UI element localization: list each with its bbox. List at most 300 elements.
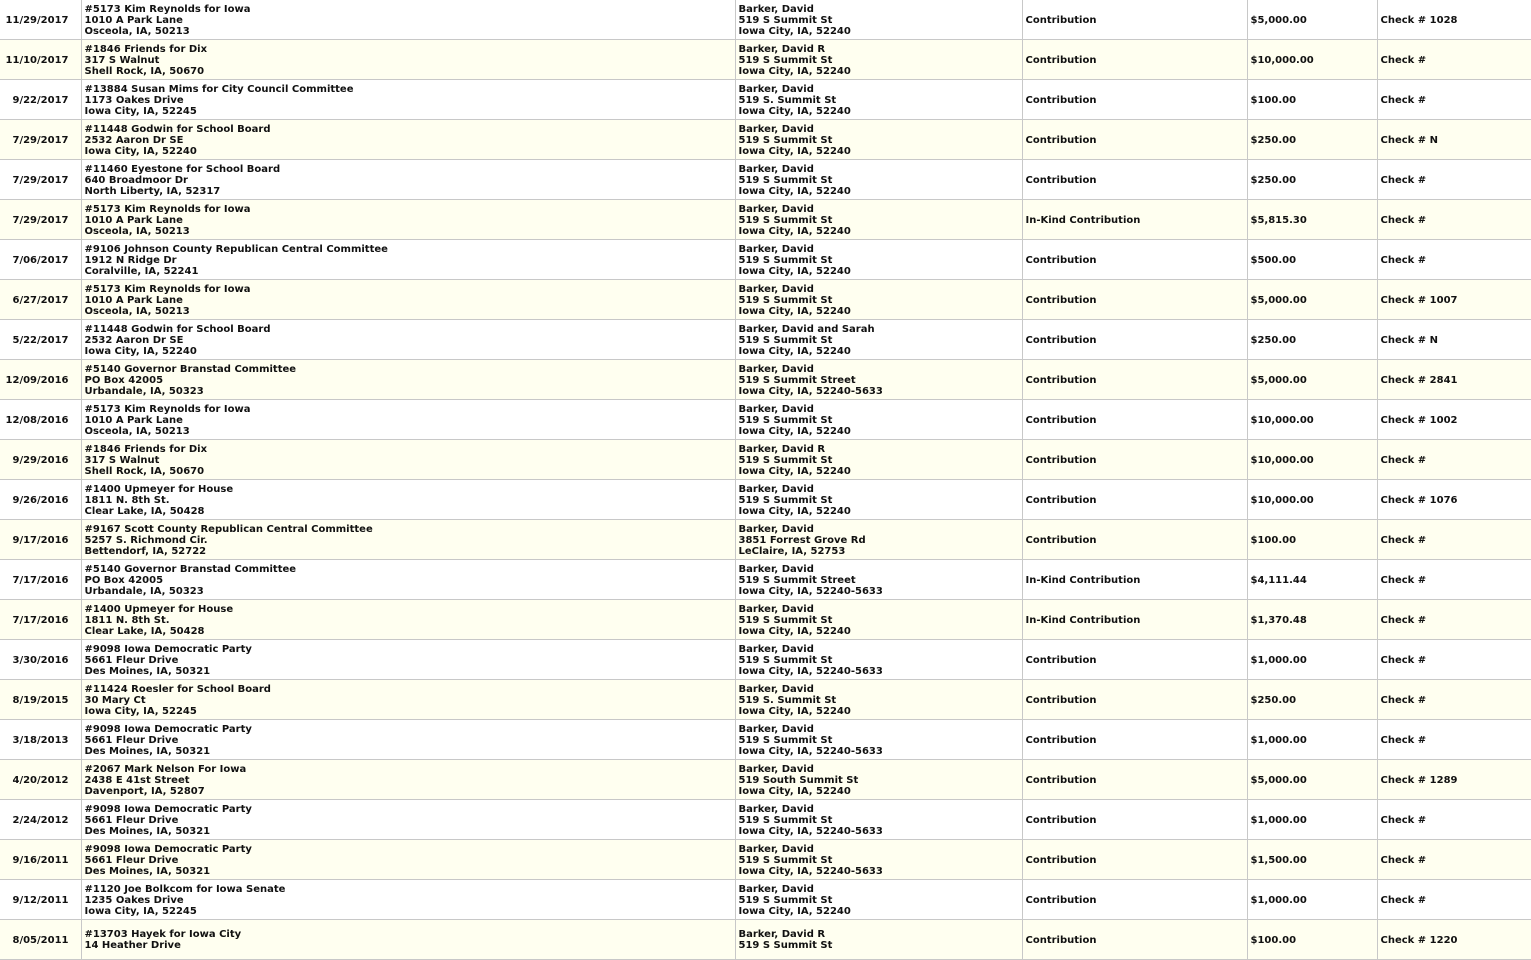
- contributor-city: LeClaire, IA, 52753: [738, 545, 846, 557]
- check-cell: Check # 1002: [1377, 400, 1531, 440]
- committee-cell: [81, 640, 735, 680]
- committee-street: 2532 Aaron Dr SE: [84, 134, 184, 146]
- check-cell: Check # N: [1377, 120, 1531, 160]
- contributor-street: 519 S Summit St: [738, 134, 833, 146]
- committee-cell: [81, 400, 735, 440]
- contributor-cell: [735, 600, 1022, 640]
- committee-name: #9098 Iowa Democratic Party: [84, 843, 252, 855]
- contributor-name: Barker, David: [738, 283, 814, 295]
- committee-street: 2438 E 41st Street: [84, 774, 190, 786]
- committee-city: Iowa City, IA, 52240: [84, 345, 197, 357]
- committee-city: Osceola, IA, 50213: [84, 305, 190, 317]
- committee-cell: [81, 280, 735, 320]
- check-cell: Check # N: [1377, 320, 1531, 360]
- type-cell: Contribution: [1022, 800, 1247, 840]
- amount-cell: $1,000.00: [1247, 720, 1377, 760]
- committee-name: #13703 Hayek for Iowa City: [84, 929, 242, 940]
- committee-city: Osceola, IA, 50213: [84, 25, 190, 37]
- contributor-street: 519 S. Summit St: [738, 94, 837, 106]
- amount-cell: $5,000.00: [1247, 280, 1377, 320]
- committee-street: 1235 Oakes Drive: [84, 894, 184, 906]
- type-cell: Contribution: [1022, 0, 1247, 40]
- type-cell: Contribution: [1022, 400, 1247, 440]
- committee-cell: [81, 240, 735, 280]
- committee-cell: [81, 440, 735, 480]
- committee-street: 14 Heather Drive: [84, 940, 181, 951]
- amount-cell: $5,000.00: [1247, 360, 1377, 400]
- date-cell: 7/06/2017: [0, 240, 81, 280]
- amount-cell: $250.00: [1247, 320, 1377, 360]
- type-cell: Contribution: [1022, 120, 1247, 160]
- check-cell: Check #: [1377, 240, 1531, 280]
- table-row: [0, 320, 1531, 360]
- table-row: [0, 640, 1531, 680]
- committee-city: Iowa City, IA, 52245: [84, 105, 197, 117]
- date-cell: 3/30/2016: [0, 640, 81, 680]
- committee-cell: [81, 40, 735, 80]
- check-cell: Check #: [1377, 640, 1531, 680]
- contributor-city: Iowa City, IA, 52240: [738, 785, 851, 797]
- committee-name: #5173 Kim Reynolds for Iowa: [84, 3, 251, 15]
- contributor-street: 519 S Summit St: [738, 414, 833, 426]
- table-row: [0, 760, 1531, 800]
- contributor-cell: [735, 40, 1022, 80]
- date-cell: 7/17/2016: [0, 560, 81, 600]
- contributor-cell: [735, 640, 1022, 680]
- committee-cell: [81, 320, 735, 360]
- committee-name: #5173 Kim Reynolds for Iowa: [84, 203, 251, 215]
- committee-city: Urbandale, IA, 50323: [84, 385, 204, 397]
- committee-street: 640 Broadmoor Dr: [84, 174, 188, 186]
- contributor-street: 519 S Summit St: [738, 334, 833, 346]
- committee-cell: [81, 720, 735, 760]
- contributor-cell: [735, 200, 1022, 240]
- contributor-name: Barker, David R: [738, 43, 826, 55]
- committee-city: Iowa City, IA, 52240: [84, 145, 197, 157]
- contributor-cell: [735, 240, 1022, 280]
- committee-cell: [81, 800, 735, 840]
- table-row: [0, 440, 1531, 480]
- contributor-name: Barker, David: [738, 163, 814, 175]
- contributor-city: Iowa City, IA, 52240-5633: [738, 825, 883, 837]
- contributor-city: Iowa City, IA, 52240-5633: [738, 585, 883, 597]
- committee-city: Osceola, IA, 50213: [84, 225, 190, 237]
- committee-city: North Liberty, IA, 52317: [84, 185, 221, 197]
- contributor-cell: [735, 120, 1022, 160]
- committee-street: 1010 A Park Lane: [84, 14, 183, 26]
- date-cell: 12/09/2016: [0, 360, 81, 400]
- check-cell: Check # 2841: [1377, 360, 1531, 400]
- amount-cell: $4,111.44: [1247, 560, 1377, 600]
- date-cell: 7/29/2017: [0, 120, 81, 160]
- contributor-city: Iowa City, IA, 52240: [738, 625, 851, 637]
- committee-name: #1120 Joe Bolkcom for Iowa Senate: [84, 883, 286, 895]
- contributor-city: Iowa City, IA, 52240: [738, 105, 851, 117]
- table-row: [0, 40, 1531, 80]
- contributor-street: 519 S Summit St: [738, 294, 833, 306]
- table-row: [0, 600, 1531, 640]
- committee-cell: [81, 160, 735, 200]
- committee-city: Iowa City, IA, 52245: [84, 905, 197, 917]
- contributor-cell: [735, 0, 1022, 40]
- table-row: [0, 680, 1531, 720]
- committee-street: PO Box 42005: [84, 374, 164, 386]
- contributor-name: Barker, David: [738, 3, 814, 15]
- committee-cell: [81, 0, 735, 40]
- contributor-cell: [735, 880, 1022, 920]
- committee-cell: [81, 360, 735, 400]
- contributor-street: 519 S Summit St: [738, 54, 833, 66]
- check-cell: Check # 1028: [1377, 0, 1531, 40]
- contributor-cell: [735, 160, 1022, 200]
- type-cell: Contribution: [1022, 80, 1247, 120]
- amount-cell: $1,000.00: [1247, 800, 1377, 840]
- contributor-name: Barker, David: [738, 403, 814, 415]
- contributor-cell: [735, 680, 1022, 720]
- contributor-city: Iowa City, IA, 52240: [738, 145, 851, 157]
- committee-cell: [81, 840, 735, 880]
- date-cell: 6/27/2017: [0, 280, 81, 320]
- table-row: [0, 920, 1531, 960]
- amount-cell: $10,000.00: [1247, 400, 1377, 440]
- committee-name: #13884 Susan Mims for City Council Committee: [84, 83, 354, 95]
- amount-cell: $250.00: [1247, 160, 1377, 200]
- table-row: [0, 480, 1531, 520]
- contributor-city: Iowa City, IA, 52240: [738, 25, 851, 37]
- committee-city: Iowa City, IA, 52245: [84, 705, 197, 717]
- date-cell: 7/17/2016: [0, 600, 81, 640]
- contributor-name: Barker, David R: [738, 929, 826, 940]
- contributor-city: Iowa City, IA, 52240: [738, 185, 851, 197]
- contributor-street: 519 S. Summit St: [738, 694, 837, 706]
- committee-name: #1400 Upmeyer for House: [84, 483, 234, 495]
- contributor-city: Iowa City, IA, 52240: [738, 265, 851, 277]
- contributor-street: 519 S Summit St: [738, 14, 833, 26]
- contributor-street: 519 S Summit Street: [738, 574, 856, 586]
- committee-city: Davenport, IA, 52807: [84, 785, 205, 797]
- type-cell: In-Kind Contribution: [1022, 600, 1247, 640]
- date-cell: 9/26/2016: [0, 480, 81, 520]
- date-cell: 7/29/2017: [0, 160, 81, 200]
- committee-street: 1010 A Park Lane: [84, 294, 183, 306]
- table-row: [0, 560, 1531, 600]
- contributor-street: 519 S Summit St: [738, 254, 833, 266]
- type-cell: In-Kind Contribution: [1022, 200, 1247, 240]
- table-row: [0, 800, 1531, 840]
- committee-street: 2532 Aaron Dr SE: [84, 334, 184, 346]
- committee-name: #1846 Friends for Dix: [84, 443, 208, 455]
- committee-name: #11424 Roesler for School Board: [84, 683, 271, 695]
- committee-street: 317 S Walnut: [84, 54, 160, 66]
- committee-city: Clear Lake, IA, 50428: [84, 625, 205, 637]
- date-cell: 9/16/2011: [0, 840, 81, 880]
- committee-city: Des Moines, IA, 50321: [84, 665, 211, 677]
- type-cell: Contribution: [1022, 40, 1247, 80]
- table-row: [0, 80, 1531, 120]
- committee-name: #5140 Governor Branstad Committee: [84, 563, 297, 575]
- committee-name: #9167 Scott County Republican Central Committee: [84, 523, 373, 535]
- committee-street: 5661 Fleur Drive: [84, 814, 179, 826]
- committee-city: Shell Rock, IA, 50670: [84, 465, 205, 477]
- table-row: [0, 360, 1531, 400]
- check-cell: Check #: [1377, 840, 1531, 880]
- amount-cell: $250.00: [1247, 120, 1377, 160]
- committee-cell: [81, 80, 735, 120]
- contributor-street: 519 S Summit St: [738, 814, 833, 826]
- committee-city: Shell Rock, IA, 50670: [84, 65, 205, 77]
- check-cell: Check #: [1377, 560, 1531, 600]
- table-row: [0, 400, 1531, 440]
- amount-cell: $5,000.00: [1247, 760, 1377, 800]
- check-cell: Check #: [1377, 80, 1531, 120]
- contributor-cell: [735, 360, 1022, 400]
- contributor-cell: [735, 80, 1022, 120]
- check-cell: Check # 1076: [1377, 480, 1531, 520]
- committee-street: 1173 Oakes Drive: [84, 94, 184, 106]
- amount-cell: $5,815.30: [1247, 200, 1377, 240]
- table-row: [0, 840, 1531, 880]
- contributor-street: 519 S Summit St: [738, 214, 833, 226]
- table-row: [0, 240, 1531, 280]
- committee-street: 317 S Walnut: [84, 454, 160, 466]
- committee-street: 1010 A Park Lane: [84, 414, 183, 426]
- table-row: [0, 120, 1531, 160]
- contributor-cell: [735, 480, 1022, 520]
- committee-cell: [81, 880, 735, 920]
- contributor-street: 519 S Summit St: [738, 614, 833, 626]
- contributor-city: Iowa City, IA, 52240: [738, 225, 851, 237]
- contributor-street: 519 S Summit St: [738, 454, 833, 466]
- amount-cell: $10,000.00: [1247, 480, 1377, 520]
- contributor-city: Iowa City, IA, 52240-5633: [738, 865, 883, 877]
- check-cell: Check #: [1377, 880, 1531, 920]
- committee-city: Osceola, IA, 50213: [84, 425, 190, 437]
- contributor-city: Iowa City, IA, 52240: [738, 65, 851, 77]
- contributor-name: Barker, David: [738, 723, 814, 735]
- contributor-name: Barker, David: [738, 243, 814, 255]
- type-cell: Contribution: [1022, 360, 1247, 400]
- contributor-city: Iowa City, IA, 52240: [738, 305, 851, 317]
- committee-name: #5173 Kim Reynolds for Iowa: [84, 283, 251, 295]
- committee-city: Clear Lake, IA, 50428: [84, 505, 205, 517]
- contributor-city: Iowa City, IA, 52240: [738, 425, 851, 437]
- date-cell: 2/24/2012: [0, 800, 81, 840]
- committee-city: Coralville, IA, 52241: [84, 265, 199, 277]
- type-cell: Contribution: [1022, 320, 1247, 360]
- contributor-street: 519 S Summit St: [738, 940, 833, 951]
- check-cell: Check #: [1377, 520, 1531, 560]
- committee-cell: [81, 600, 735, 640]
- contributor-street: 519 S Summit Street: [738, 374, 856, 386]
- committee-street: 5661 Fleur Drive: [84, 854, 179, 866]
- check-cell: Check #: [1377, 800, 1531, 840]
- committee-city: Des Moines, IA, 50321: [84, 825, 211, 837]
- committee-street: 1912 N Ridge Dr: [84, 254, 177, 266]
- date-cell: 3/18/2013: [0, 720, 81, 760]
- check-cell: Check # 1220: [1377, 920, 1531, 960]
- committee-cell: [81, 520, 735, 560]
- committee-name: #2067 Mark Nelson For Iowa: [84, 763, 247, 775]
- contributor-name: Barker, David: [738, 203, 814, 215]
- contributor-name: Barker, David: [738, 523, 814, 535]
- contributor-street: 3851 Forrest Grove Rd: [738, 534, 866, 546]
- contributor-city: Iowa City, IA, 52240: [738, 705, 851, 717]
- contributor-street: 519 S Summit St: [738, 174, 833, 186]
- contributor-name: Barker, David: [738, 83, 814, 95]
- committee-cell: [81, 480, 735, 520]
- contributor-name: Barker, David: [738, 643, 814, 655]
- committee-street: 5661 Fleur Drive: [84, 654, 179, 666]
- contributor-city: Iowa City, IA, 52240-5633: [738, 385, 883, 397]
- date-cell: 9/12/2011: [0, 880, 81, 920]
- amount-cell: $1,000.00: [1247, 880, 1377, 920]
- date-cell: 4/20/2012: [0, 760, 81, 800]
- committee-cell: [81, 760, 735, 800]
- contributor-cell: [735, 400, 1022, 440]
- amount-cell: $10,000.00: [1247, 40, 1377, 80]
- contributor-name: Barker, David: [738, 363, 814, 375]
- contributor-name: Barker, David: [738, 843, 814, 855]
- type-cell: Contribution: [1022, 520, 1247, 560]
- contributor-name: Barker, David: [738, 123, 814, 135]
- type-cell: Contribution: [1022, 760, 1247, 800]
- contributor-city: Iowa City, IA, 52240: [738, 465, 851, 477]
- type-cell: Contribution: [1022, 440, 1247, 480]
- contributor-cell: [735, 920, 1022, 960]
- amount-cell: $100.00: [1247, 920, 1377, 960]
- amount-cell: $1,370.48: [1247, 600, 1377, 640]
- committee-street: PO Box 42005: [84, 574, 164, 586]
- committee-city: Des Moines, IA, 50321: [84, 745, 211, 757]
- type-cell: Contribution: [1022, 240, 1247, 280]
- contributor-cell: [735, 720, 1022, 760]
- date-cell: 9/29/2016: [0, 440, 81, 480]
- contributor-name: Barker, David: [738, 483, 814, 495]
- committee-name: #9098 Iowa Democratic Party: [84, 803, 252, 815]
- amount-cell: $1,500.00: [1247, 840, 1377, 880]
- type-cell: Contribution: [1022, 280, 1247, 320]
- committee-street: 1811 N. 8th St.: [84, 614, 170, 626]
- contributor-street: 519 S Summit St: [738, 894, 833, 906]
- check-cell: Check #: [1377, 600, 1531, 640]
- check-cell: Check # 1289: [1377, 760, 1531, 800]
- contributor-city: Iowa City, IA, 52240-5633: [738, 745, 883, 757]
- committee-street: 5257 S. Richmond Cir.: [84, 534, 208, 546]
- contributor-cell: [735, 440, 1022, 480]
- contributor-name: Barker, David: [738, 563, 814, 575]
- type-cell: Contribution: [1022, 640, 1247, 680]
- committee-name: #5140 Governor Branstad Committee: [84, 363, 297, 375]
- contributor-cell: [735, 560, 1022, 600]
- check-cell: Check #: [1377, 40, 1531, 80]
- contributor-city: Iowa City, IA, 52240-5633: [738, 665, 883, 677]
- contributor-name: Barker, David: [738, 603, 814, 615]
- committee-cell: [81, 560, 735, 600]
- contributor-cell: [735, 760, 1022, 800]
- committee-street: 1811 N. 8th St.: [84, 494, 170, 506]
- contributor-cell: [735, 320, 1022, 360]
- committee-city: Bettendorf, IA, 52722: [84, 545, 207, 557]
- type-cell: Contribution: [1022, 680, 1247, 720]
- type-cell: Contribution: [1022, 480, 1247, 520]
- table-row: [0, 160, 1531, 200]
- committee-name: #11460 Eyestone for School Board: [84, 163, 281, 175]
- contributor-name: Barker, David: [738, 763, 814, 775]
- contributor-name: Barker, David: [738, 883, 814, 895]
- type-cell: Contribution: [1022, 880, 1247, 920]
- contributor-cell: [735, 520, 1022, 560]
- amount-cell: $250.00: [1247, 680, 1377, 720]
- committee-cell: [81, 200, 735, 240]
- date-cell: 11/10/2017: [0, 40, 81, 80]
- table-row: [0, 0, 1531, 40]
- contributor-street: 519 S Summit St: [738, 654, 833, 666]
- type-cell: Contribution: [1022, 720, 1247, 760]
- type-cell: Contribution: [1022, 920, 1247, 960]
- contributor-street: 519 S Summit St: [738, 854, 833, 866]
- contributor-cell: [735, 840, 1022, 880]
- amount-cell: $5,000.00: [1247, 0, 1377, 40]
- check-cell: Check #: [1377, 720, 1531, 760]
- date-cell: 9/17/2016: [0, 520, 81, 560]
- type-cell: In-Kind Contribution: [1022, 560, 1247, 600]
- date-cell: 11/29/2017: [0, 0, 81, 40]
- amount-cell: $100.00: [1247, 520, 1377, 560]
- committee-cell: [81, 120, 735, 160]
- committee-name: #11448 Godwin for School Board: [84, 323, 271, 335]
- contributor-street: 519 S Summit St: [738, 494, 833, 506]
- contributor-street: 519 S Summit St: [738, 734, 833, 746]
- contributor-street: 519 South Summit St: [738, 774, 859, 786]
- committee-cell: [81, 920, 735, 960]
- committee-name: #9098 Iowa Democratic Party: [84, 643, 252, 655]
- date-cell: 12/08/2016: [0, 400, 81, 440]
- contributor-cell: [735, 280, 1022, 320]
- contributor-city: Iowa City, IA, 52240: [738, 505, 851, 517]
- committee-name: #11448 Godwin for School Board: [84, 123, 271, 135]
- contributor-name: Barker, David: [738, 803, 814, 815]
- committee-name: #9098 Iowa Democratic Party: [84, 723, 252, 735]
- contributor-city: Iowa City, IA, 52240: [738, 905, 851, 917]
- date-cell: 7/29/2017: [0, 200, 81, 240]
- check-cell: Check #: [1377, 200, 1531, 240]
- committee-street: 30 Mary Ct: [84, 694, 146, 706]
- check-cell: Check #: [1377, 680, 1531, 720]
- contributor-cell: [735, 800, 1022, 840]
- committee-street: 1010 A Park Lane: [84, 214, 183, 226]
- date-cell: 9/22/2017: [0, 80, 81, 120]
- type-cell: Contribution: [1022, 160, 1247, 200]
- amount-cell: $1,000.00: [1247, 640, 1377, 680]
- table-row: [0, 720, 1531, 760]
- date-cell: 8/05/2011: [0, 920, 81, 960]
- table-row: [0, 280, 1531, 320]
- table-row: [0, 880, 1531, 920]
- type-cell: Contribution: [1022, 840, 1247, 880]
- committee-street: 5661 Fleur Drive: [84, 734, 179, 746]
- date-cell: 5/22/2017: [0, 320, 81, 360]
- committee-name: #5173 Kim Reynolds for Iowa: [84, 403, 251, 415]
- amount-cell: $100.00: [1247, 80, 1377, 120]
- contributor-name: Barker, David and Sarah: [738, 323, 875, 335]
- table-row: [0, 200, 1531, 240]
- contributor-name: Barker, David R: [738, 443, 826, 455]
- contributor-city: Iowa City, IA, 52240: [738, 345, 851, 357]
- committee-name: #9106 Johnson County Republican Central Committee: [84, 243, 388, 255]
- check-cell: Check #: [1377, 160, 1531, 200]
- committee-cell: [81, 680, 735, 720]
- committee-city: Des Moines, IA, 50321: [84, 865, 211, 877]
